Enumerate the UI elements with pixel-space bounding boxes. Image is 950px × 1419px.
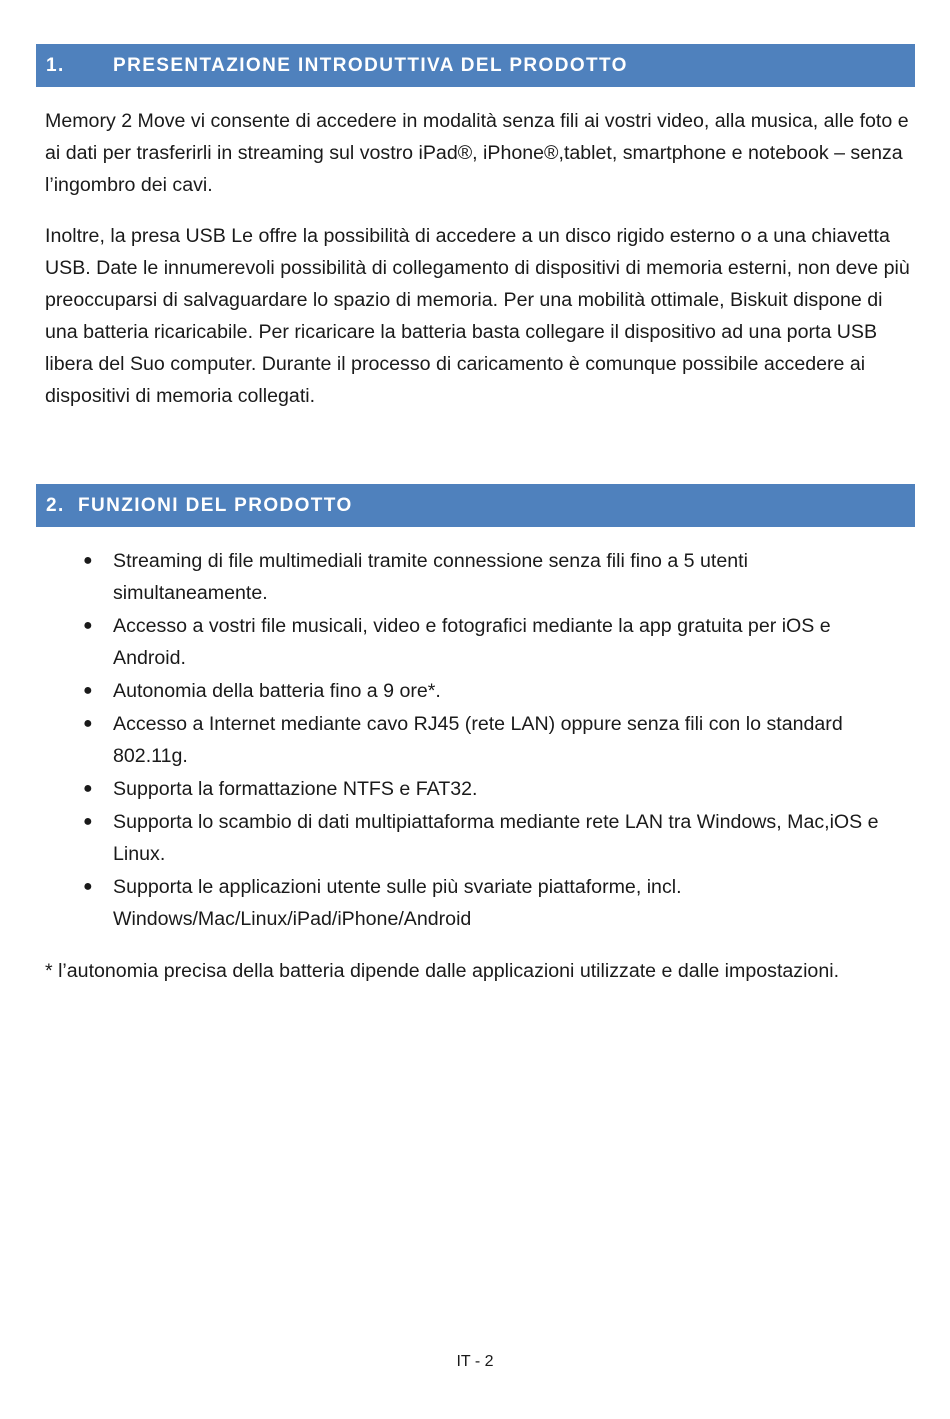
feature-text: Accesso a vostri file musicali, video e fotografici mediante la app gratuita per iOS e Android. xyxy=(113,615,831,669)
section-1-number: 1. xyxy=(46,55,65,76)
section-1-header xyxy=(36,44,915,87)
list-item xyxy=(45,871,905,935)
list-item xyxy=(45,610,905,674)
feature-text: Supporta la formattazione NTFS e FAT32. xyxy=(113,778,478,800)
list-item xyxy=(45,708,905,772)
feature-text: Accesso a Internet mediante cavo RJ45 (rete LAN) oppure senza fili con lo standard 802.11g. xyxy=(113,713,843,767)
feature-text: Autonomia della batteria fino a 9 ore*. xyxy=(113,680,441,702)
bullet-icon: ● xyxy=(83,552,93,569)
feature-text: Streaming di file multimediali tramite connessione senza fili fino a 5 utenti simultaneamente. xyxy=(113,550,748,604)
list-item xyxy=(45,675,905,707)
bullet-icon: ● xyxy=(83,878,93,895)
section-1-title: PRESENTAZIONE INTRODUTTIVA DEL PRODOTTO xyxy=(113,55,628,76)
bullet-icon: ● xyxy=(83,682,93,699)
intro-paragraph-1: Memory 2 Move vi consente di accedere in modalità senza fili ai vostri video, alla musica, alle foto e ai dati per trasferirli in streaming sul vostro iPad®, iPhone®,tablet, smartphone e notebook – senza l’ingombro dei cavi. xyxy=(45,110,909,196)
battery-footnote: * l’autonomia precisa della batteria dipende dalle applicazioni utilizzate e dalle impostazioni. xyxy=(45,960,840,982)
feature-text: Supporta lo scambio di dati multipiattaforma mediante rete LAN tra Windows, Mac,iOS e Linux. xyxy=(113,811,879,865)
list-item xyxy=(45,773,905,805)
intro-paragraph-2: Inoltre, la presa USB Le offre la possibilità di accedere a un disco rigido esterno o a una chiavetta USB. Date le innumerevoli possibilità di collegamento di dispositivi di memoria esterni, non deve più preoccuparsi di salvaguardare lo spazio di memoria. Per una mobilità ottimale, Biskuit dispone di una batteria ricaricabile. Per ricaricare la batteria basta collegare il dispositivo ad una porta USB libera del Suo computer. Durante il processo di caricamento è comunque possibile accedere ai dispositivi di memoria collegati. xyxy=(45,225,910,407)
section-2-title: FUNZIONI DEL PRODOTTO xyxy=(78,495,353,516)
page-number: IT - 2 xyxy=(456,1353,494,1370)
section-2-header xyxy=(36,484,915,527)
list-item xyxy=(45,545,905,609)
bullet-icon: ● xyxy=(83,813,93,830)
bullet-icon: ● xyxy=(83,780,93,797)
bullet-icon: ● xyxy=(83,617,93,634)
section-2-number: 2. xyxy=(46,495,65,516)
bullet-icon: ● xyxy=(83,715,93,732)
features-list xyxy=(45,545,905,936)
feature-text: Supporta le applicazioni utente sulle più svariate piattaforme, incl. Windows/Mac/Linux/iPad/iPhone/Android xyxy=(113,876,682,930)
list-item xyxy=(45,806,905,870)
